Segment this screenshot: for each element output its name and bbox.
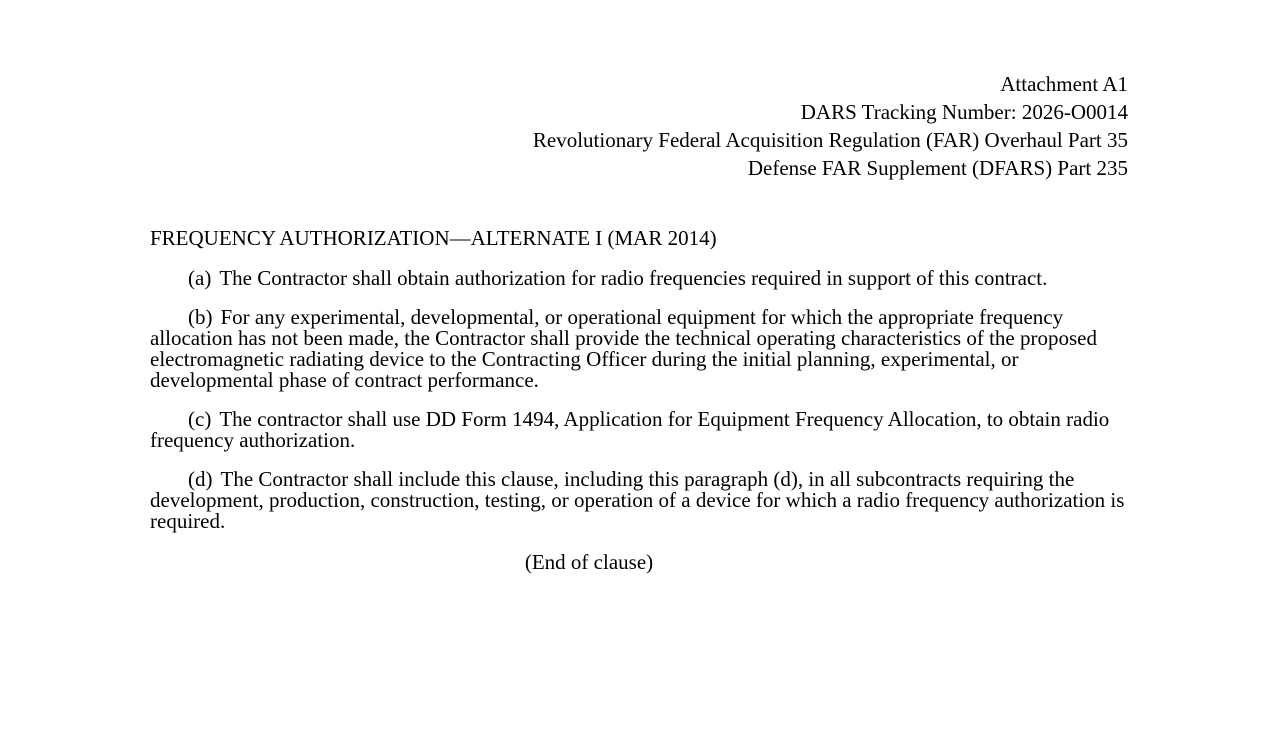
paragraph-label: (d) xyxy=(188,467,213,491)
paragraph-a xyxy=(150,268,1128,289)
clause-title: FREQUENCY AUTHORIZATION—ALTERNATE I (MAR 2014) xyxy=(150,226,717,250)
document-header xyxy=(150,70,1128,182)
paragraph-label: (b) xyxy=(188,305,213,329)
paragraph-b xyxy=(150,307,1128,391)
paragraph-text: For any experimental, developmental, or operational equipment for which the appropriate frequency allocation has not been made, the Contractor shall provide the technical operating characteristics of the proposed electromagnetic radiating device to the Contracting Officer during the initial planning, experimental, or developmental phase of contract performance. xyxy=(150,305,1097,392)
paragraph-c xyxy=(150,409,1128,451)
end-of-clause: (End of clause) xyxy=(524,550,654,574)
attachment-label: Attachment A1 xyxy=(1000,72,1128,96)
paragraph-label: (a) xyxy=(188,266,212,290)
paragraph-text: The contractor shall use DD Form 1494, Application for Equipment Frequency Allocation, to obtain radio frequency authorization. xyxy=(150,407,1110,452)
paragraph-label: (c) xyxy=(188,407,212,431)
paragraph-d xyxy=(150,469,1128,532)
tracking-number: DARS Tracking Number: 2026-O0014 xyxy=(800,100,1128,124)
far-part-title: Revolutionary Federal Acquisition Regulation (FAR) Overhaul Part 35 xyxy=(532,128,1128,152)
paragraph-text: The Contractor shall obtain authorization for radio frequencies required in support of this contract. xyxy=(219,266,1048,290)
document-page xyxy=(150,70,1128,574)
dfars-part-title: Defense FAR Supplement (DFARS) Part 235 xyxy=(747,156,1128,180)
paragraph-text: The Contractor shall include this clause, including this paragraph (d), in all subcontracts requiring the development, production, construction, testing, or operation of a device for which a radio frequency authorization is required. xyxy=(150,467,1125,533)
